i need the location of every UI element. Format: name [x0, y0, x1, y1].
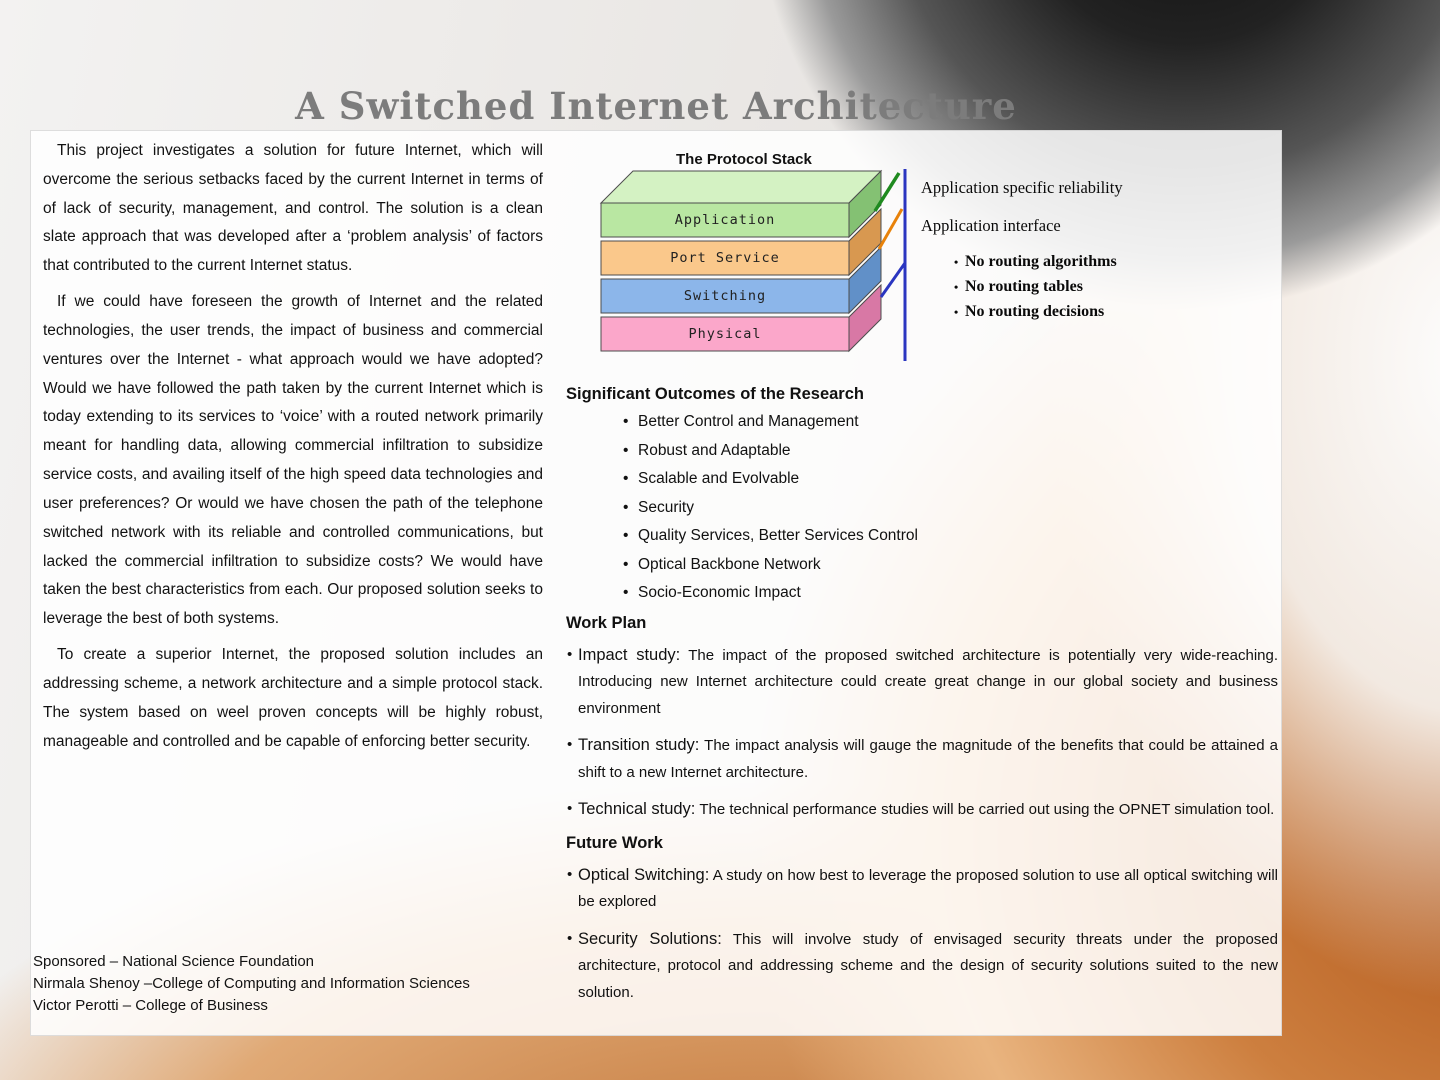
routing-bullet: • No routing tables [954, 274, 1117, 299]
future-work-item-label: Security Solutions: [578, 929, 722, 948]
work-plan-item-label: Impact study: [578, 645, 681, 664]
outcome-item: • Better Control and Management [566, 408, 1278, 437]
work-plan-item-text: The impact analysis will gauge the magnitude of the benefits that could be attained a shift to a new Internet architecture. [578, 737, 1278, 781]
routing-bullet: • No routing decisions [954, 299, 1117, 324]
work-plan-section [566, 614, 1278, 824]
work-plan-item [566, 642, 1278, 723]
work-plan-item-text: The technical performance studies will be carried out using the OPNET simulation tool. [699, 801, 1275, 818]
outcome-item: • Robust and Adaptable [566, 437, 1278, 466]
future-work-item-text: A study on how best to leverage the proposed solution to use all optical switching will be explored [578, 866, 1278, 910]
physical-layer-label: Physical [688, 326, 762, 342]
future-work-item-text: This will involve study of envisaged security threats under the proposed architecture, protocol and addressing scheme and the design of security solutions suited to the new solution. [578, 930, 1278, 1001]
work-plan-item-text: The impact of the proposed switched architecture is potentially very wide-reaching. Introducing new Internet architecture could create great change in our global society and business environment [578, 646, 1279, 717]
author-line-2: Victor Perotti – College of Business [33, 997, 268, 1015]
author-line-1: Nirmala Shenoy –College of Computing and Information Sciences [33, 975, 470, 993]
analysis-paragraph: If we could have foreseen the growth of Internet and the related technologies, the user trends, the impact of business and commercial ventures over the Internet - what approach would we have adopted? Would we have followed the path taken by the current Internet which is today extending to its services to ‘voice’ with a routed network primarily meant for handling data, allowing commercial infiltration to subsidize service costs, and availing itself of the high speed data technologies and user preferences? Or would we have chosen the path of the telephone switched network with its reliable and controlled communications, but lacked the commercial infiltration to subsidize costs? We would have taken the best characteristics from each. Our proposed solution seeks to leverage the best of both systems. [43, 293, 543, 628]
right-column [566, 133, 1278, 1016]
intro-paragraph: This project investigates a solution for future Internet, which will overcome the serious setbacks faced by the current Internet in terms of of lack of security, management, and control. The solution is a clean slate approach that was developed after a ‘problem analysis’ of factors that contributed to the current Internet status. [43, 142, 543, 275]
outcomes-heading: Significant Outcomes of the Research [566, 385, 864, 403]
sponsor-line: Sponsored – National Science Foundation [33, 953, 315, 970]
switching-layer-label: Switching [683, 288, 767, 304]
future-work-heading: Future Work [566, 833, 663, 852]
outcome-item: • Security [566, 494, 1278, 523]
outcome-item: • Quality Services, Better Services Control [566, 522, 1278, 551]
interface-arrow-icon [879, 209, 902, 249]
future-work-item-label: Optical Switching: [578, 865, 710, 884]
application-top-face [601, 171, 881, 203]
solution-paragraph: To create a superior Internet, the proposed solution includes an addressing scheme, a network architecture and a simple protocol stack. The system based on weel proven concepts will be highly robust, manageable and controlled and be capable of enforcing better security. [43, 646, 543, 750]
interface-annotation: Application interface [921, 216, 1061, 235]
reliability-annotation: Application specific reliability [921, 178, 1123, 197]
outcomes-section [566, 385, 1278, 608]
page-title: A Switched Internet Architecture [295, 84, 1017, 128]
left-column [43, 137, 543, 763]
work-plan-heading: Work Plan [566, 613, 647, 632]
future-work-item [566, 862, 1278, 916]
outcome-item: • Scalable and Evolvable [566, 465, 1278, 494]
future-work-item [566, 926, 1278, 1007]
work-plan-item [566, 732, 1278, 786]
work-plan-item-label: Technical study: [578, 800, 696, 818]
outcome-item: • Socio-Economic Impact [566, 579, 1278, 608]
routing-bullet: • No routing algorithms [954, 249, 1117, 274]
protocol-stack-diagram [566, 133, 1278, 385]
stack-heading: The Protocol Stack [676, 151, 812, 168]
port-service-layer-label: Port Service [670, 250, 780, 266]
work-plan-item-label: Transition study: [578, 736, 700, 754]
routing-bullet-list [954, 249, 1117, 324]
content-panel [30, 130, 1282, 1036]
outcomes-list [566, 408, 1278, 608]
future-work-section [566, 834, 1278, 1007]
application-layer-label: Application [674, 212, 776, 228]
routing-diagonal-icon [881, 263, 905, 297]
outcome-item: • Optical Backbone Network [566, 551, 1278, 580]
work-plan-item [566, 796, 1278, 824]
sponsor-block [33, 951, 573, 1018]
